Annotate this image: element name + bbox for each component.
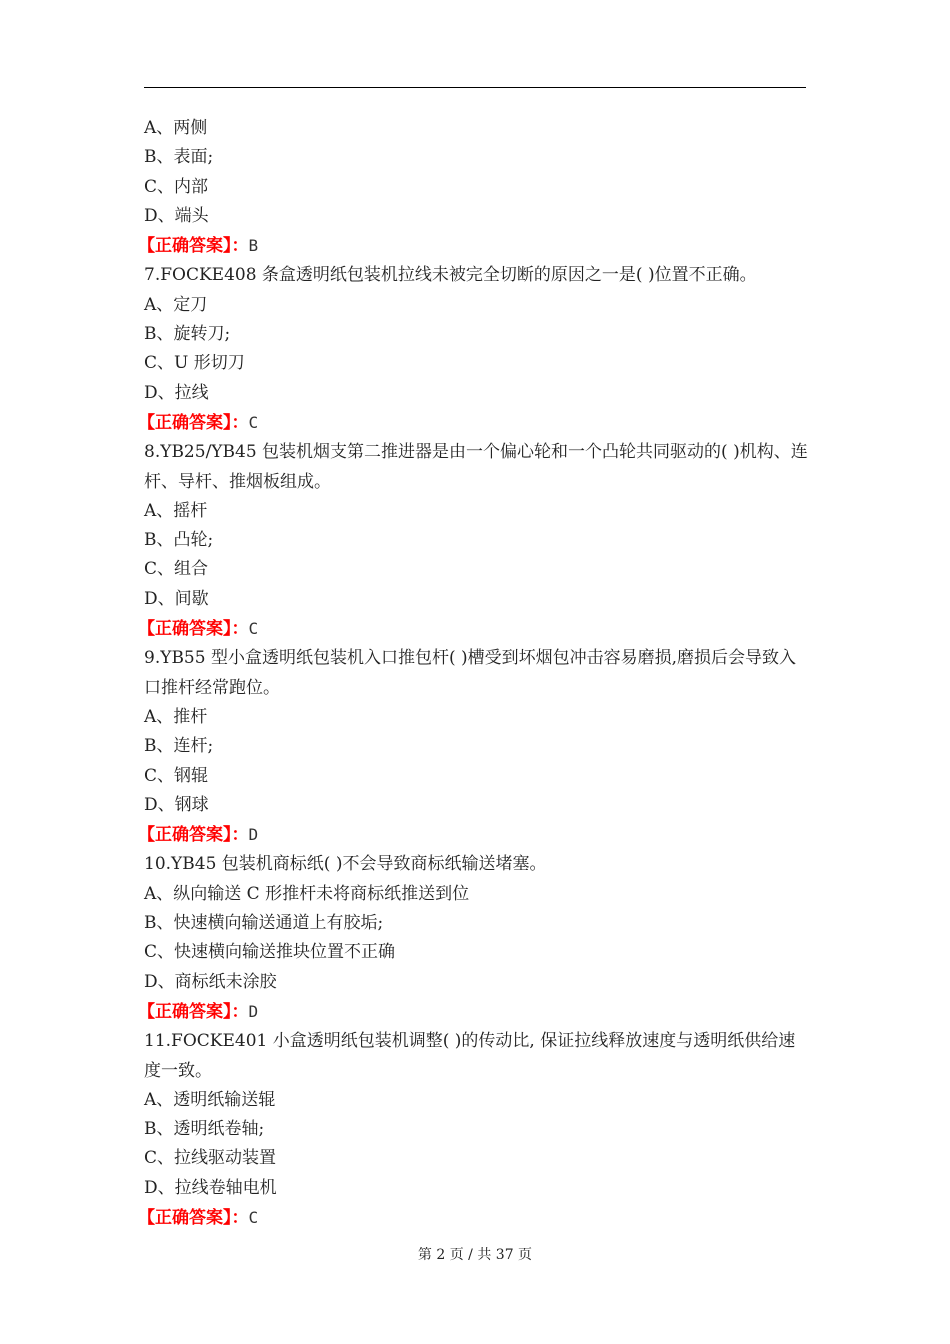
answer-value: B (248, 236, 259, 256)
option-a: A、两侧 (144, 118, 208, 138)
option-a: A、纵向输送 C 形推杆未将商标纸推送到位 (144, 883, 470, 904)
answer-value: C (248, 619, 259, 639)
option-c: C、快速横向输送推块位置不正确 (144, 942, 396, 963)
answer-value: D (248, 825, 259, 845)
option-d: D、钢球 (144, 794, 209, 815)
answer-line (138, 614, 808, 644)
page-content (138, 114, 808, 1233)
answer-label: 【正确答案】： (138, 412, 249, 433)
answer-value: D (248, 1001, 259, 1021)
option-a: A、推杆 (144, 706, 208, 727)
option-b: B、透明纸卷轴; (144, 1119, 265, 1140)
answer-line (138, 820, 808, 850)
option-c: C、钢辊 (144, 765, 209, 786)
answer-line (138, 1203, 808, 1233)
question-10 (138, 850, 808, 1027)
answer-label: 【正确答案】： (138, 236, 249, 257)
answer-value: C (248, 412, 259, 432)
header-rule (144, 87, 806, 88)
option-c: C、U 形切刀 (144, 353, 245, 374)
option-b: B、连杆; (144, 736, 214, 757)
question-stem: 10.YB45 包装机商标纸( )不会导致商标纸输送堵塞。 (144, 854, 547, 875)
answer-line (138, 231, 808, 261)
option-a: A、定刀 (144, 294, 208, 315)
option-d: D、商标纸未涂胶 (144, 971, 277, 992)
answer-value: C (248, 1207, 259, 1227)
answer-label: 【正确答案】： (138, 1207, 249, 1228)
question-stem: 7.FOCKE408 条盒透明纸包装机拉线未被完全切断的原因之一是( )位置不正确。 (144, 265, 757, 286)
question-stem: 9.YB55 型小盒透明纸包装机入口推包杆( )槽受到坏烟包冲击容易磨损,磨损后会导致入口推杆经常跑位。 (144, 648, 797, 698)
option-b: B、快速横向输送通道上有胶垢; (144, 913, 384, 934)
question-8 (138, 438, 808, 644)
option-b: B、凸轮; (144, 530, 214, 551)
option-d: D、间歇 (144, 588, 209, 609)
continued-question (138, 114, 808, 261)
answer-label: 【正确答案】： (138, 825, 249, 846)
option-a: A、摇杆 (144, 500, 208, 521)
answer-line (138, 997, 808, 1027)
option-d: D、拉线卷轴电机 (144, 1177, 277, 1198)
option-c: C、拉线驱动装置 (144, 1148, 277, 1169)
answer-line (138, 408, 808, 438)
option-c: C、内部 (144, 176, 209, 197)
page-footer: 第 2 页 / 共 37 页 (417, 1247, 533, 1263)
option-c: C、组合 (144, 559, 209, 580)
option-d: D、端头 (144, 205, 209, 226)
question-11 (138, 1027, 808, 1233)
question-stem: 11.FOCKE401 小盒透明纸包装机调整( )的传动比, 保证拉线释放速度与透明纸供给速度一致。 (144, 1031, 796, 1081)
option-b: B、旋转刀; (144, 324, 231, 345)
option-a: A、透明纸输送辊 (144, 1089, 276, 1110)
question-9 (138, 644, 808, 850)
answer-label: 【正确答案】： (138, 619, 249, 640)
option-d: D、拉线 (144, 382, 209, 403)
option-b: B、表面; (144, 147, 214, 168)
question-stem: 8.YB25/YB45 包装机烟支第二推进器是由一个偏心轮和一个凸轮共同驱动的( )机构、连杆、导杆、推烟板组成。 (144, 442, 808, 492)
answer-label: 【正确答案】： (138, 1001, 249, 1022)
question-7 (138, 261, 808, 438)
